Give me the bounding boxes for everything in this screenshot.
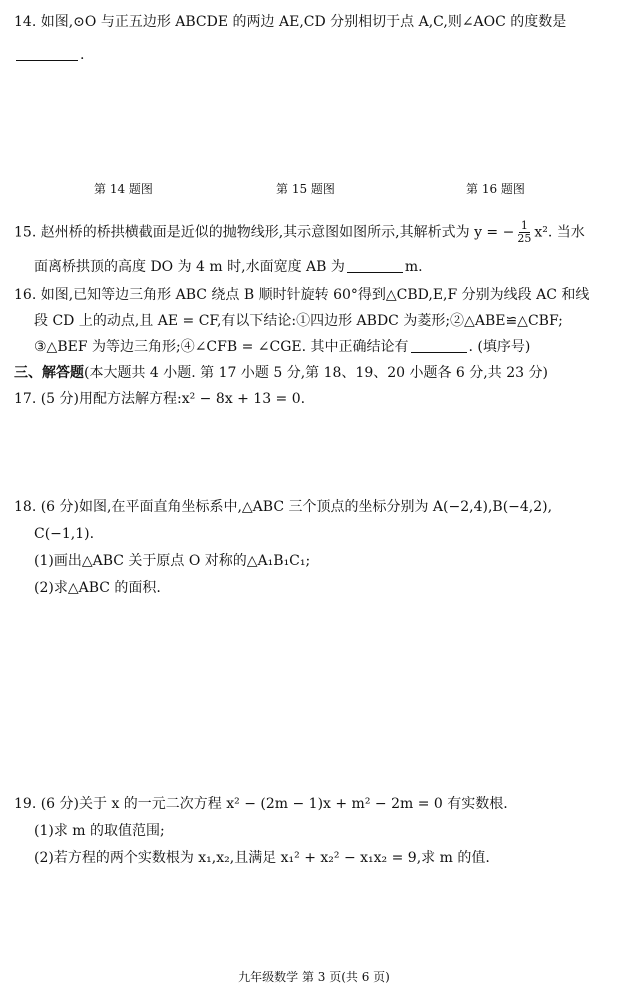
fig14-caption: 第 14 题图 [94, 182, 153, 196]
q18-line2: C(−1,1). [34, 526, 95, 542]
section3-desc: (本大题共 4 小题. 第 17 小题 5 分,第 18、19、20 小题各 6 分,共 23 分) [84, 365, 548, 381]
q15-line1-post: x². 当水 [534, 224, 585, 241]
fig16-caption: 第 16 题图 [466, 182, 525, 196]
q16-line1: 16. 如图,已知等边三角形 ABC 绕点 B 顺时针旋转 60°得到△CBD,E,F 分别为线段 AC 和线 [14, 287, 590, 303]
q14-line2-period: . [80, 47, 85, 63]
q19-part1: (1)求 m 的取值范围; [34, 823, 165, 839]
q15-line1 [14, 220, 585, 245]
q16-line3-pre: ③△BEF 为等边三角形;④∠CFB = ∠CGE. 其中正确结论有 [34, 339, 409, 355]
q15-line2-post: m. [404, 259, 423, 275]
section3-title: 三、解答题 [14, 365, 84, 381]
q18-part1: (1)画出△ABC 关于原点 O 对称的△A₁B₁C₁; [34, 553, 311, 569]
q19-part2: (2)若方程的两个实数根为 x₁,x₂,且满足 x₁² + x₂² − x₁x₂ = 9,求 m 的值. [34, 850, 490, 866]
q15-line2-pre: 面离桥拱顶的高度 DO 为 4 m 时,水面宽度 AB 为 [34, 259, 345, 275]
q18-part2: (2)求△ABC 的面积. [34, 580, 161, 596]
q14-line2 [14, 44, 84, 66]
q15-frac-numerator: 1 [520, 219, 528, 232]
q17-text: 17. (5 分)用配方法解方程:x² − 8x + 13 = 0. [14, 391, 306, 407]
q18-line1: 18. (6 分)如图,在平面直角坐标系中,△ABC 三个顶点的坐标分别为 A(−2,4),B(−4,2), [14, 499, 553, 515]
fig15-caption: 第 15 题图 [276, 182, 335, 196]
q16-line3 [34, 336, 530, 358]
page-footer: 九年级数学 第 3 页(共 6 页) [238, 970, 390, 984]
q14-answer-blank[interactable] [16, 46, 78, 61]
q15-line2 [34, 256, 423, 278]
q19-line1: 19. (6 分)关于 x 的一元二次方程 x² − (2m − 1)x + m² − 2m = 0 有实数根. [14, 796, 508, 812]
q15-fraction [515, 220, 533, 245]
section3-header [14, 362, 548, 384]
q15-answer-blank[interactable] [347, 258, 403, 273]
q14-line1: 14. 如图,⊙O 与正五边形 ABCDE 的两边 AE,CD 分别相切于点 A,C,则∠AOC 的度数是 [14, 14, 567, 30]
q16-answer-blank[interactable] [411, 338, 467, 353]
q15-line1-pre: 15. 赵州桥的桥拱横截面是近似的抛物线形,其示意图如图所示,其解析式为 y = − [14, 224, 515, 241]
q15-frac-denominator: 25 [517, 232, 532, 245]
q16-line3-post: . (填序号) [468, 339, 531, 355]
q16-line2: 段 CD 上的动点,且 AE = CF,有以下结论:①四边形 ABDC 为菱形;②△ABE≌△CBF; [34, 313, 563, 329]
